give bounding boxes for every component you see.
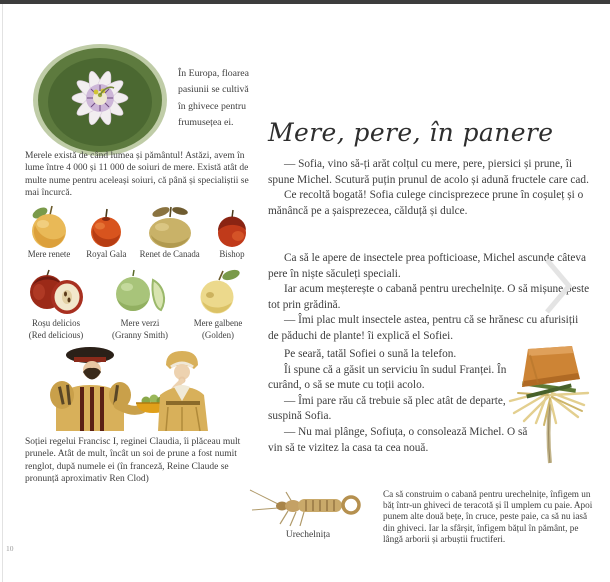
apple-item (86, 203, 126, 261)
apple-golden-illustration (193, 268, 243, 318)
pot-shelter-illustration (500, 343, 602, 465)
passion-flower-illustration (30, 40, 170, 162)
apple-item (140, 203, 200, 261)
apple-label: Roșu delicios (Red delicious) (28, 318, 84, 340)
apple-renete-illustration (25, 203, 73, 249)
story-block-c (268, 347, 528, 456)
story-block-a (268, 157, 590, 219)
paragraph: Îi spune că a găsit un serviciu în sudul Franței. În curând, o să se mute cu toții acolo. (268, 363, 507, 392)
page-number: 10 (6, 544, 14, 553)
apple-royal-gala-illustration (86, 203, 126, 249)
apples-intro-text: Merele există de când lumea și pământul! Astăzi, avem în lume între 4 000 și 11 000 de soiuri de mere. Există atât de multe nume pentru aceleași soiuri, că până și specialiștii se mai încurcă. (25, 151, 249, 198)
paragraph: Iar acum meșterește o cabană pentru urechelnițe. O să mișune peste tot prin grădină. (268, 283, 590, 311)
chevron-right-icon (544, 258, 574, 314)
page-left-edge (2, 4, 3, 582)
apple-label: Royal Gala (86, 249, 127, 259)
paragraph: — Îmi plac mult insectele astea, pentru că se hrănesc cu afurisiții de păduchi de plante! îi explică el Sofiei. (268, 314, 579, 342)
cabin-caption: Ca să construim o cabană pentru urechelnițe, înfigem un băț într-un ghiveci de teracotă și îl umplem cu paie. Apoi punem alte două bețe, în cruce, peste paie, ca să nu iasă din ghiveci. Iar la sfârșit, înfigem bățul în pământ, pe lângă arborii și arbuștii fructiferi. (383, 489, 593, 544)
king-queen-icon (38, 343, 234, 433)
apple-label: Renet de Canada (139, 249, 200, 259)
apple-renet-canada-illustration (143, 203, 197, 249)
apple-granny-smith-illustration (111, 268, 169, 318)
apple-red-delicious-illustration (25, 268, 87, 318)
paragraph: Ce recoltă bogată! Sofia culege cincisprezece prune în coșuleț și o mănâncă pe a șaisprezecea, călduță și dulce. (268, 189, 584, 217)
royal-caption: Soției regelui Francisc I, reginei Claudia, îi plăceau mult prunele. Atât de mult, încât un soi de prune a fost numit renglot, după numele ei (în franceză, Reine Claude se pronunță aproximativ Ren Clod) (25, 437, 241, 485)
passionflower-note: În Europa, floarea pasiunii se cultivă în ghivece pentru frumusețea ei. (178, 68, 249, 129)
paragraph: — Sofia, vino să-ți arăt colțul cu mere, pere, piersici și prune, îi spune Michel. Scutură puțin prunul de acolo și adună fructele care cad. (268, 158, 589, 186)
apple-item (213, 203, 251, 261)
apple-item (25, 268, 87, 341)
window-top-edge (0, 0, 610, 4)
king-queen-illustration (38, 343, 234, 433)
apple-item (25, 203, 73, 261)
story-block-b (268, 251, 590, 345)
passion-flower-icon (30, 40, 170, 162)
apple-row-1 (25, 203, 251, 261)
paragraph: — Îmi pare rău că trebuie să plec atât de departe, suspină Sofia. (268, 394, 506, 423)
apple-label: Mere galbene (Golden) (193, 318, 243, 340)
apple-label: Mere verzi (Granny Smith) (112, 318, 168, 340)
page-title: Mere, pere, în panere (268, 118, 554, 147)
apple-bishop-illustration (213, 203, 251, 249)
paragraph: — Nu mai plânge, Sofiuța, o consolează Michel. O să vin să te vizitez la casa ta cea nouă. (268, 425, 528, 454)
earwig-label: Urechelnița (285, 530, 331, 540)
apple-item (193, 268, 243, 341)
paragraph: Pe seară, tatăl Sofiei o sună la telefon. (284, 348, 457, 360)
apple-item (111, 268, 169, 341)
earwig-icon (248, 484, 368, 530)
apple-label: Mere renete (27, 249, 71, 259)
next-page-button[interactable] (544, 258, 574, 314)
flower-pot-icon (500, 343, 602, 465)
apple-label: Bishop (219, 249, 245, 259)
earwig-illustration (248, 484, 368, 530)
paragraph: Ca să le apere de insectele prea pofticioase, Michel ascunde câteva pere în niște săculeți speciali. (268, 252, 587, 280)
apple-row-2 (25, 268, 243, 341)
